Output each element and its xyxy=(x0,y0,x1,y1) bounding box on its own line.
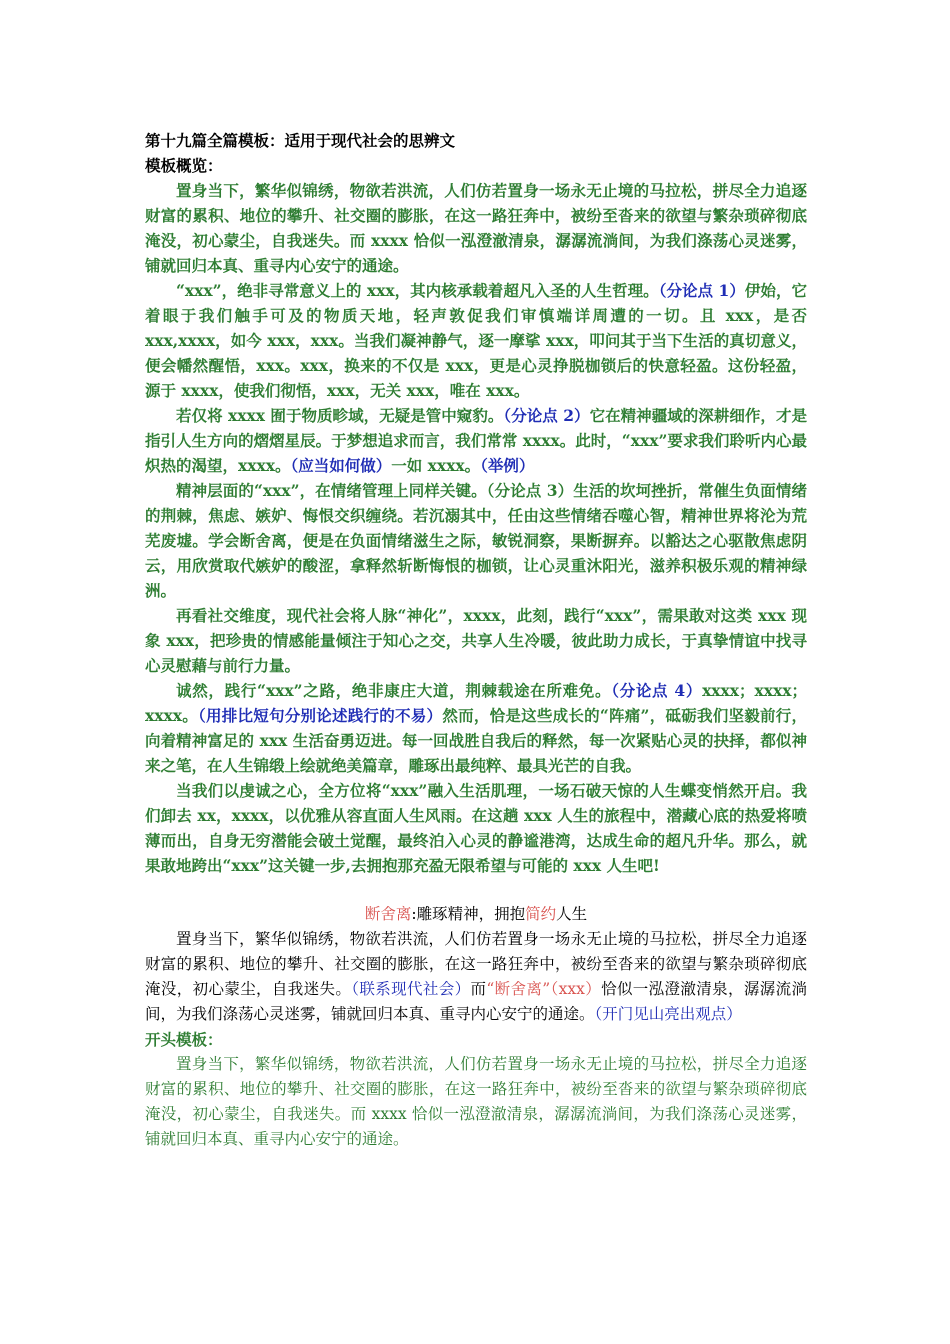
text-run: 然而，恰是这些成长的“阵痛”，砥砺我们坚毅前行，向着精神富足的 xxx 生活奋勇迈进。每一回战胜自我后的释然，每一次紧贴心灵的抉择，都似神来之笔，在人生锦缎上绘就绝美篇章，雕琢出最纯粹、最具光芒的自我。 xyxy=(145,706,807,775)
overview-section xyxy=(145,178,807,878)
keyword-run: “断舍离”（xxx） xyxy=(486,980,602,998)
opening-paragraph: 置身当下，繁华似锦绣，物欲若洪流，人们仿若置身一场永无止境的马拉松，拼尽全力追逐财富的累积、地位的攀升、社交圈的膨胀，在这一路狂奔中，被纷至沓来的欲望与繁杂琐碎彻底淹没，初心蒙尘，自我迷失。而 xxxx 恰似一泓澄澈清泉，潺潺流淌间，为我们涤荡心灵迷雾，铺就回归本真、重寻内心安宁的通途。 xyxy=(145,1055,807,1148)
text-run: 一如 xxxx。 xyxy=(391,456,481,475)
document-title: 第十九篇全篇模板：适用于现代社会的思辨文 xyxy=(145,131,456,150)
annotation-run: （用排比短句分别论述践行的不易） xyxy=(197,706,443,725)
overview-paragraph-7 xyxy=(145,778,807,878)
overview-paragraph-3 xyxy=(145,403,807,478)
annotation-run: （开门见山亮出观点） xyxy=(594,1005,742,1023)
overview-paragraph-4 xyxy=(145,478,807,603)
text-run: 再看社交维度，现代社会将人脉“神化”，xxxx，此刻，践行“xxx”，需果敢对这类 xxx 现象 xxx，把珍贵的情感能量倾注于知心之交，共享人生冷暖，彼此助力成长，于真挚情谊中找寻心灵慰藉与前行力量。 xyxy=(145,606,807,675)
text-run: xxxx；xxxx；xxxx。 xyxy=(145,681,807,725)
text-run: 精神层面的“xxx”，在情绪管理上同样关键。（分论点 3）生活的坎坷挫折，常催生负面情绪的荆棘，焦虑、嫉妒、悔恨交织缠绕。若沉溺其中，任由这些情绪吞噬心智，精神世界将沦为荒芜废墟。学会断舍离，便是在负面情绪滋生之际，敏锐洞察，果断摒弃。以豁达之心驱散焦虑阴云，用欣赏取代嫉妒的酸涩，拿释然斩断悔恨的枷锁，让心灵重沐阳光，滋养积极乐观的精神绿洲。 xyxy=(145,481,807,600)
document-page xyxy=(145,128,807,1152)
text-run: 当我们以虔诚之心，全方位将“xxx”融入生活肌理，一场石破天惊的人生蝶变悄然开启。我们卸去 xx，xxxx，以优雅从容直面人生风雨。在这趟 xxx 人生的旅程中，潜藏心底的热爱将喷薄而出，自身无穷潜能会破土觉醒，最终泊入心灵的静谧港湾，达成生命的超凡升华。那么，就果敢地跨出“xxx”这关键一步,去拥抱那充盈无限希望与可能的 xxx 人生吧! xyxy=(145,781,807,875)
overview-paragraph-2 xyxy=(145,278,807,403)
overview-paragraph-1 xyxy=(145,178,807,278)
text-run: 置身当下，繁华似锦绣，物欲若洪流，人们仿若置身一场永无止境的马拉松，拼尽全力追逐财富的累积、地位的攀升、社交圈的膨胀，在这一路狂奔中，被纷至沓来的欲望与繁杂琐碎彻底淹没，初心蒙尘，自我迷失。而 xxxx 恰似一泓澄澈清泉，潺潺流淌间，为我们涤荡心灵迷雾，铺就回归本真、重寻内心安宁的通途。 xyxy=(145,181,807,275)
annotation-run: （应当如何做） xyxy=(290,456,392,475)
text-run: 若仅将 xxxx 囿于物质畛域，无疑是管中窥豹。 xyxy=(176,406,504,425)
annotation-run: （分论点 2） xyxy=(503,406,590,425)
title-run: 断舍离 xyxy=(364,905,412,923)
text-run: 恰似一泓澄澈清泉，潺潺流淌间，为我们涤荡心灵迷雾，铺就回归本真、重寻内心安宁的通途。 xyxy=(145,980,807,1023)
annotation-run: （联系现代社会） xyxy=(351,980,471,998)
section-paragraph xyxy=(145,927,807,1027)
text-run: 伊始，它着眼于我们触手可及的物质天地，轻声敦促我们审慎端详周遭的一切。且 xxx，是否 xxx,xxxx，如今 xxx，xxx。当我们凝神静气，逐一摩挲 xxx，叩问其于当下生活的真切意义，便会幡然醒悟，xxx。xxx，换来的不仅是 xxx，更是心灵挣脱枷锁后的快意轻盈。这份轻盈，源于 xxxx，使我们彻悟，xxx，无关 xxx，唯在 xxx。 xyxy=(145,281,807,400)
overview-paragraph-6 xyxy=(145,678,807,778)
text-run: 诚然，践行“xxx”之路，绝非康庄大道，荆棘载途在所难免。 xyxy=(176,681,612,700)
title-run: :雕琢精神，拥抱 xyxy=(411,905,526,923)
title-run: 人生 xyxy=(556,905,588,923)
annotation-run: （举例） xyxy=(480,456,535,475)
overview-paragraph-5 xyxy=(145,603,807,678)
opening-label: 开头模板： xyxy=(145,1030,223,1049)
overview-label: 模板概览： xyxy=(145,156,223,175)
title-run: 简约 xyxy=(525,905,557,923)
text-run: 它在精神疆域的深耕细作，才是指引人生方向的熠熠星辰。于梦想追求而言，我们常常 xxxx。此时，“xxx”要求我们聆听内心最炽热的渴望，xxxx。 xyxy=(145,406,807,475)
text-run: 置身当下，繁华似锦绣，物欲若洪流，人们仿若置身一场永无止境的马拉松，拼尽全力追逐财富的累积、地位的攀升、社交圈的膨胀，在这一路狂奔中，被纷至沓来的欲望与繁杂琐碎彻底淹没，初心蒙尘，自我迷失。 xyxy=(145,930,807,998)
annotation-run: （分论点 4） xyxy=(611,681,703,700)
text-run: 而 xyxy=(470,980,487,998)
text-run: “xxx”，绝非寻常意义上的 xxx，其内核承载着超凡入圣的人生哲理。 xyxy=(176,281,659,300)
section-title xyxy=(145,902,807,927)
annotation-run: （分论点 1） xyxy=(658,281,745,300)
